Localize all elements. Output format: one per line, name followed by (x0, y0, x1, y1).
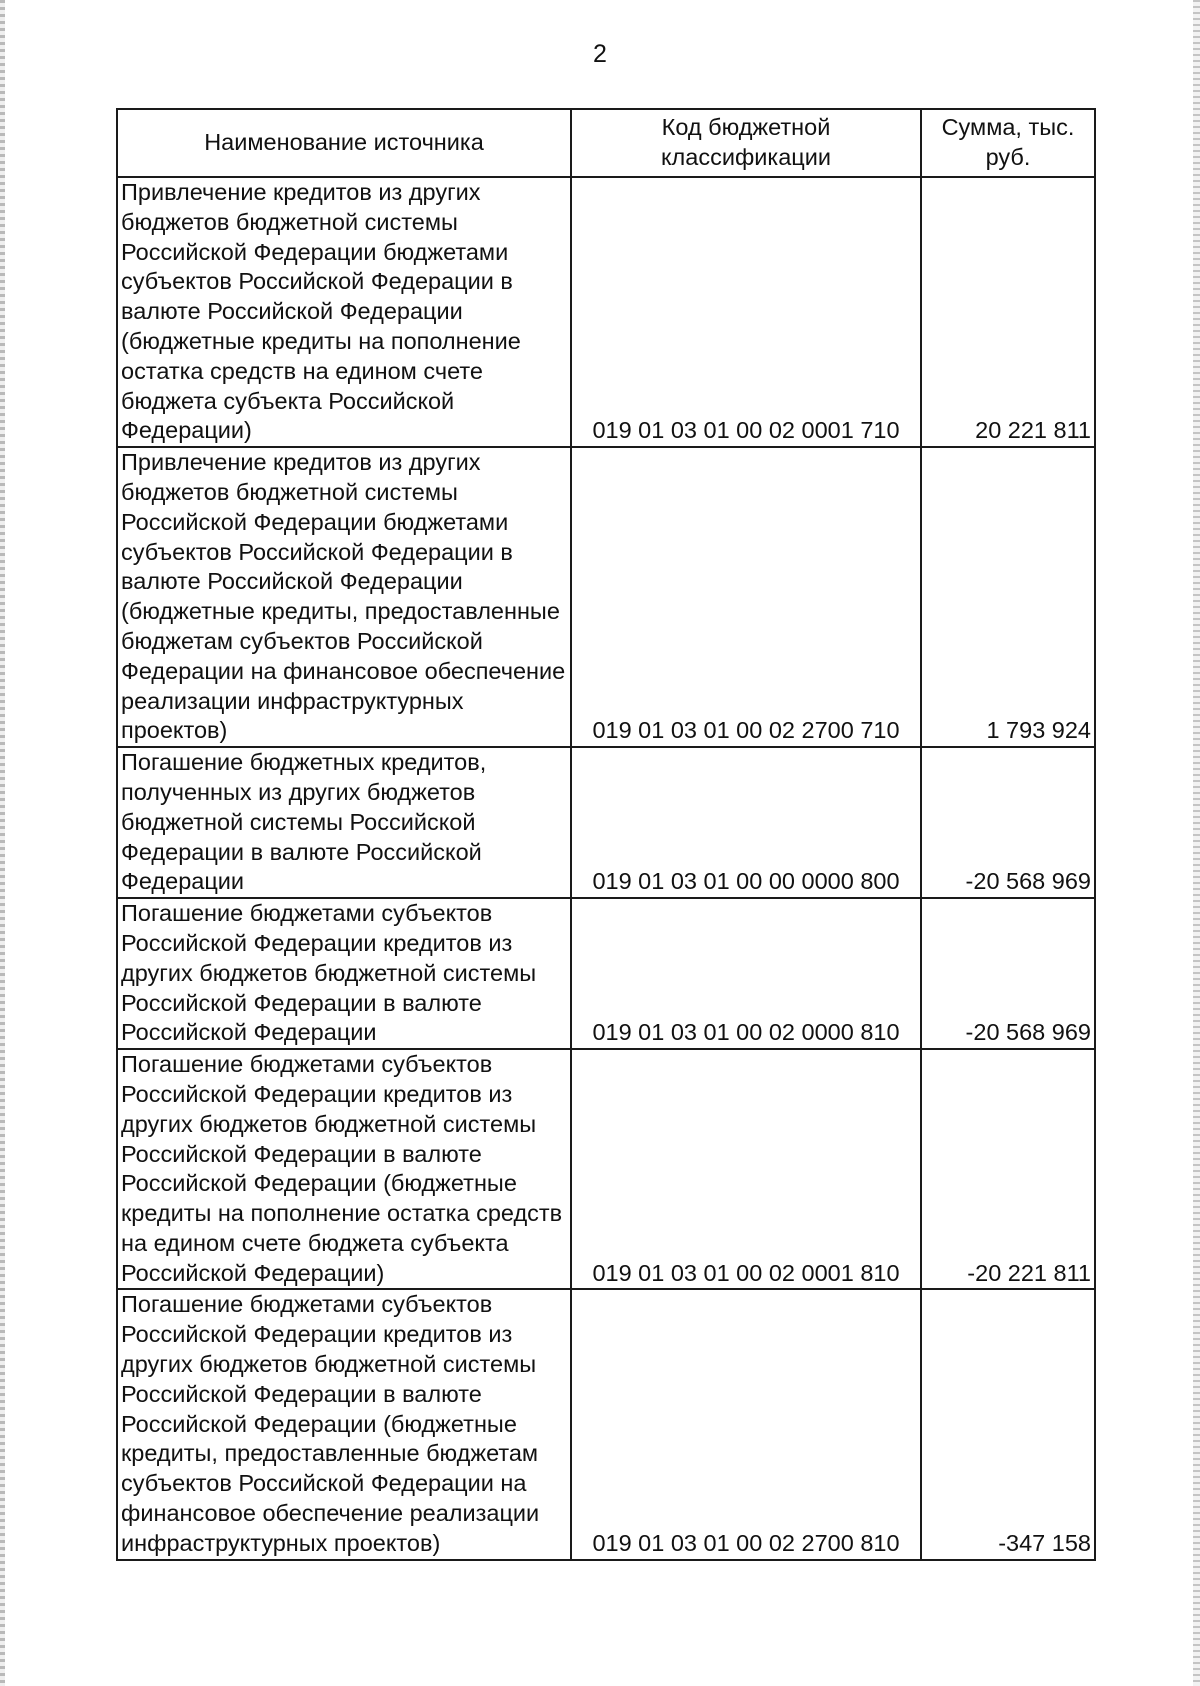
budget-code-cell: 019 01 03 01 00 02 2700 810 (571, 1289, 921, 1559)
budget-code-cell: 019 01 03 01 00 02 2700 710 (571, 447, 921, 747)
budget-code-cell: 019 01 03 01 00 02 0001 710 (571, 177, 921, 447)
header-budget-code: Код бюджетной классификации (571, 109, 921, 177)
sum-cell: -20 221 811 (921, 1049, 1095, 1289)
scan-edge-left (0, 0, 5, 1686)
source-name-cell: Привлечение кредитов из других бюджетов бюджетной системы Российской Федерации бюджетами субъектов Российской Федерации в валюте Российской Федерации (бюджетные кредиты на пополнение остатка средств на едином счете бюджета субъекта Российской Федерации) (117, 177, 571, 447)
table-row (117, 447, 1095, 747)
budget-code-cell: 019 01 03 01 00 02 0001 810 (571, 1049, 921, 1289)
table-row (117, 177, 1095, 447)
source-name-cell: Погашение бюджетами субъектов Российской Федерации кредитов из других бюджетов бюджетной системы Российской Федерации в валюте Российской Федерации (бюджетные кредиты на пополнение остатка средств на едином счете бюджета субъекта Российской Федерации) (117, 1049, 571, 1289)
table-row (117, 898, 1095, 1049)
page-number: 2 (593, 40, 607, 68)
sum-cell: 20 221 811 (921, 177, 1095, 447)
header-row (117, 109, 1095, 177)
source-name-cell: Привлечение кредитов из других бюджетов бюджетной системы Российской Федерации бюджетами субъектов Российской Федерации в валюте Российской Федерации (бюджетные кредиты, предоставленные бюджетам субъектов Российской Федерации на финансовое обеспечение реализации инфраструктурных проектов) (117, 447, 571, 747)
sum-cell: -20 568 969 (921, 747, 1095, 898)
table-header (117, 109, 1095, 177)
source-name-cell: Погашение бюджетных кредитов, полученных из других бюджетов бюджетной системы Российской Федерации в валюте Российской Федерации (117, 747, 571, 898)
budget-code-cell: 019 01 03 01 00 02 0000 810 (571, 898, 921, 1049)
table-row (117, 1289, 1095, 1559)
sum-cell: -347 158 (921, 1289, 1095, 1559)
sources-table (116, 108, 1096, 1561)
table-row (117, 747, 1095, 898)
table-row (117, 1049, 1095, 1289)
sum-cell: 1 793 924 (921, 447, 1095, 747)
table-body (117, 177, 1095, 1560)
scan-edge-right (1193, 0, 1200, 1686)
source-name-cell: Погашение бюджетами субъектов Российской Федерации кредитов из других бюджетов бюджетной системы Российской Федерации в валюте Российской Федерации (117, 898, 571, 1049)
header-source-name: Наименование источника (117, 109, 571, 177)
source-name-cell: Погашение бюджетами субъектов Российской Федерации кредитов из других бюджетов бюджетной системы Российской Федерации в валюте Российской Федерации (бюджетные кредиты, предоставленные бюджетам субъектов Российской Федерации на финансовое обеспечение реализации инфраструктурных проектов) (117, 1289, 571, 1559)
budget-code-cell: 019 01 03 01 00 00 0000 800 (571, 747, 921, 898)
header-sum: Сумма, тыс. руб. (921, 109, 1095, 177)
sum-cell: -20 568 969 (921, 898, 1095, 1049)
